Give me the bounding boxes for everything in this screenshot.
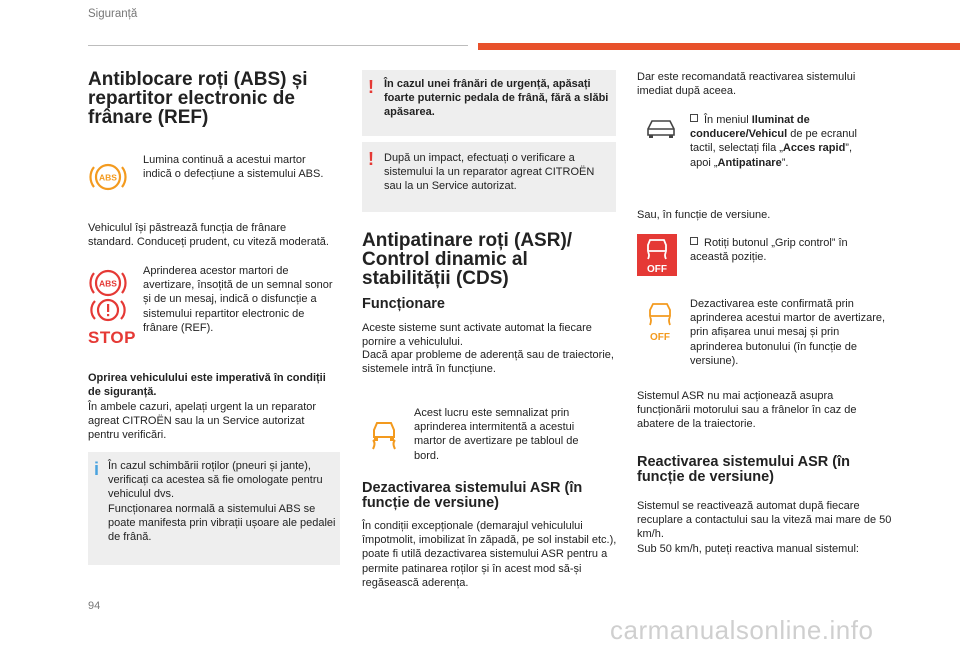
blink-light-text: Acest lucru este semnalizat prin aprinderea intermitentă a acestui martor de avertizare pe tabloul de bord. xyxy=(414,407,579,462)
skid-warning-icon xyxy=(366,418,402,450)
reactivation-title: Reactivarea sistemului ASR (în funcție de versiune) xyxy=(637,454,851,485)
asr-off-warning-icon xyxy=(643,300,677,342)
info-note-box xyxy=(88,452,340,565)
or-version-text: Sau, în funcție de versiune. xyxy=(637,209,771,221)
abs-title: Antiblocare roți (ABS) și repartitor electronic de frânare (REF) xyxy=(88,69,308,128)
menu-instructions: În meniul Iluminat de conducere/Vehicul de pe ecranul tactil, selectați fila „Acces rapid”, apoi „Antipatinare”. xyxy=(690,114,857,169)
svg-text:OFF: OFF xyxy=(647,264,667,275)
watermark: carmanualsonline.info xyxy=(610,615,874,645)
svg-text:OFF: OFF xyxy=(650,332,670,342)
function-text1: Aceste sisteme sunt activate automat la fiecare pornire a vehiculului. xyxy=(362,322,592,349)
asr-inactive-text: Sistemul ASR nu mai acționează asupra funcționării motorului sau a frânelor în caz de abatere de la traiectorie. xyxy=(637,390,857,431)
deactivation-text: În condiții excepționale (demarajul vehiculului împotmolit, imobilizat în zăpadă, pe sol instabil etc.), poate fi utilă dezactivarea sistemului ASR pentru a permite patinarea roților și în acest mod să-și regăsească aderența. xyxy=(362,520,617,589)
grip-control-off-button-icon xyxy=(637,234,677,276)
info-note-text2: Funcționarea normală a sistemului ABS se poate manifesta prin vibrații ușoare ale pedalei de frână. xyxy=(108,503,336,544)
rotate-knob-text: Rotiți butonul „Grip control” în această poziție. xyxy=(690,237,848,264)
warning-icon: ! xyxy=(368,149,374,169)
header-divider xyxy=(88,45,468,46)
abs-red-icon xyxy=(88,266,128,300)
reactivation-text1: Sistemul se reactivează automat după fiecare recuplare a contactului sau la viteză mai mare de 50 km/h. xyxy=(637,500,892,541)
reactivate-recommend-text: Dar este recomandată reactivarea sistemului imediat după aceea. xyxy=(637,71,856,98)
ref-warning-text: Aprinderea acestor martori de avertizare, însoțită de un semnal sonor și de un mesaj, indică o disfuncție a sistemului repartitor electronic de frânare (REF). xyxy=(143,265,333,334)
asr-cds-title: Antipatinare roți (ASR)/ Control dinamic al stabilității (CDS) xyxy=(362,230,573,289)
emergency-brake-text: În cazul unei frânări de urgență, apăsați foarte puternic pedala de frână, fără a slăbi apăsarea. xyxy=(384,78,609,119)
deactivation-confirm-text: Dezactivarea este confirmată prin aprinderea acestui martor de avertizare, prin afișarea unui mesaj și prin aprinderea butonului (în funcție de versiune). xyxy=(690,298,886,367)
impact-check-text: După un impact, efectuați o verificare a sistemului la un reparator agreat CITROËN sau la un Service autorizat. xyxy=(384,152,595,193)
function-text2: Dacă apar probleme de aderență sau de traiectorie, sistemele intră în funcțiune. xyxy=(362,349,614,376)
contact-service-text: În ambele cazuri, apelați urgent la un reparator agreat CITROËN sau la un Service autorizat pentru verificări. xyxy=(88,401,317,442)
vehicle-braking-text: Vehiculul își păstrează funcția de frânare standard. Conduceți prudent, cu viteză moderată. xyxy=(88,222,329,249)
stop-icon: STOP xyxy=(88,328,136,347)
page-number: 94 xyxy=(88,600,101,612)
emergency-brake-note xyxy=(362,70,616,136)
info-icon: i xyxy=(94,459,100,479)
function-subtitle: Funcționare xyxy=(362,296,445,312)
section-label: Siguranță xyxy=(88,8,138,20)
abs-icon-label: ABS xyxy=(99,172,117,183)
impact-check-note xyxy=(362,142,616,212)
reactivation-text2: Sub 50 km/h, puteți reactiva manual sistemul: xyxy=(637,543,859,555)
bullet-icon xyxy=(690,114,698,122)
info-note-text1: În cazul schimbării roților (pneuri și jante), verificați ca acestea să fie omologate pentru vehiculul dvs. xyxy=(108,460,323,501)
stop-vehicle-bold: Oprirea vehiculului este imperativă în condiții de siguranță. xyxy=(88,372,326,399)
svg-text:ABS: ABS xyxy=(99,278,117,289)
warning-icon: ! xyxy=(368,77,374,97)
header-accent-bar xyxy=(478,43,960,50)
deactivation-title: Dezactivarea sistemului ASR (în funcție de versiune) xyxy=(362,480,583,511)
brake-warning-icon xyxy=(88,296,128,324)
bullet-icon xyxy=(690,237,698,245)
abs-light-text: Lumina continuă a acestui martor indică o defecțiune a sistemului ABS. xyxy=(143,154,324,181)
abs-warning-icon xyxy=(88,160,128,194)
car-menu-icon xyxy=(644,118,678,140)
